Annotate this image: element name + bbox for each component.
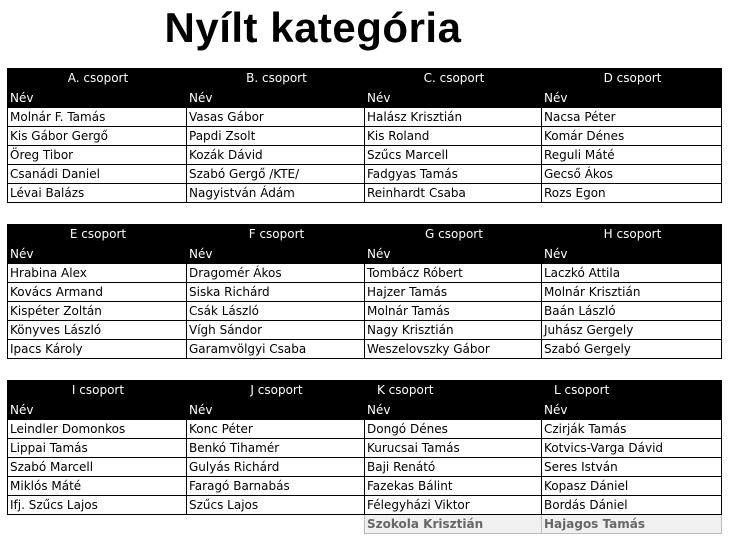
group-header: I csoport [8,381,187,401]
player-name-extra: Hajagos Tamás [542,515,722,534]
group-header: E csoport [8,225,187,245]
table-row [8,264,722,283]
player-name: Molnár Tamás [365,302,542,321]
table-row [8,146,722,165]
table-row [8,184,722,203]
player-name: Kispéter Zoltán [8,302,187,321]
player-name: Gecső Ákos [542,165,722,184]
player-name: Tombácz Róbert [365,264,542,283]
player-name: Kis Roland [365,127,542,146]
group-header: H csoport [542,225,722,245]
player-name: Molnár F. Tamás [8,108,187,127]
table-row-extra [8,515,722,534]
player-name: Vígh Sándor [187,321,365,340]
player-name: Félegyházi Viktor [365,496,542,515]
player-name: Dongó Dénes [365,420,542,439]
player-name: Szabó Gergely [542,340,722,359]
table-row [8,458,722,477]
player-name: Czirják Tamás [542,420,722,439]
player-name: Juhász Gergely [542,321,722,340]
group-header: B. csoport [187,69,365,89]
player-name: Siska Richárd [187,283,365,302]
column-label: Név [542,88,722,108]
column-label: Név [365,400,542,420]
player-name-extra: Szokola Krisztián [365,515,542,534]
empty-cell [187,515,365,534]
player-name: Öreg Tibor [8,146,187,165]
player-name: Kurucsai Tamás [365,439,542,458]
column-label: Név [8,88,187,108]
player-name: Ifj. Szűcs Lajos [8,496,187,515]
player-name: Dragomér Ákos [187,264,365,283]
table-row [8,496,722,515]
player-name: Nagy Krisztián [365,321,542,340]
player-name: Leindler Domonkos [8,420,187,439]
column-label: Név [542,400,722,420]
table-row [8,283,722,302]
player-name: Csák László [187,302,365,321]
player-name: Hajzer Tamás [365,283,542,302]
table-row [8,477,722,496]
player-name: Könyves László [8,321,187,340]
table-row [8,439,722,458]
column-label: Név [542,244,722,264]
group-table-e-h [7,224,721,359]
player-name: Laczkó Attila [542,264,722,283]
player-name: Reguli Máté [542,146,722,165]
group-header: A. csoport [8,69,187,89]
player-name: Konc Péter [187,420,365,439]
table-row [8,321,722,340]
player-name: Lévai Balázs [8,184,187,203]
player-name: Szabó Marcell [8,458,187,477]
player-name: Baán László [542,302,722,321]
page-title: Nyílt kategória [164,4,462,51]
player-name: Szűcs Lajos [187,496,365,515]
player-name: Kovács Armand [8,283,187,302]
column-label: Név [365,244,542,264]
player-name: Seres István [542,458,722,477]
player-name: Nagyistván Ádám [187,184,365,203]
player-name: Gulyás Richárd [187,458,365,477]
player-name: Weszelovszky Gábor [365,340,542,359]
column-label: Név [187,88,365,108]
group-header: G csoport [365,225,542,245]
table-row [8,165,722,184]
table-row [8,127,722,146]
column-label: Név [8,400,187,420]
table-row [8,340,722,359]
group-header: C. csoport [365,69,542,89]
column-label: Név [187,244,365,264]
player-name: Rozs Egon [542,184,722,203]
group-header: K csoport [365,381,542,401]
player-name: Reinhardt Csaba [365,184,542,203]
player-name: Miklós Máté [8,477,187,496]
player-name: Hrabina Alex [8,264,187,283]
group-table-i-l [7,380,721,534]
table-row [8,420,722,439]
player-name: Kozák Dávid [187,146,365,165]
group-header: F csoport [187,225,365,245]
player-name: Csanádi Daniel [8,165,187,184]
table-row [8,108,722,127]
player-name: Nacsa Péter [542,108,722,127]
group-header: D csoport [542,69,722,89]
player-name: Lippai Tamás [8,439,187,458]
player-name: Kotvics-Varga Dávid [542,439,722,458]
group-header: L csoport [542,381,722,401]
player-name: Benkó Tihamér [187,439,365,458]
empty-cell [8,515,187,534]
player-name: Molnár Krisztián [542,283,722,302]
player-name: Vasas Gábor [187,108,365,127]
player-name: Garamvölgyi Csaba [187,340,365,359]
player-name: Papdi Zsolt [187,127,365,146]
player-name: Ipacs Károly [8,340,187,359]
player-name: Halász Krisztián [365,108,542,127]
column-label: Név [8,244,187,264]
player-name: Komár Dénes [542,127,722,146]
player-name: Kis Gábor Gergő [8,127,187,146]
player-name: Baji Renátó [365,458,542,477]
group-table-a-d [7,68,721,203]
group-header: J csoport [187,381,365,401]
player-name: Faragó Barnabás [187,477,365,496]
player-name: Fazekas Bálint [365,477,542,496]
player-name: Fadgyas Tamás [365,165,542,184]
player-name: Bordás Dániel [542,496,722,515]
column-label: Név [187,400,365,420]
column-label: Név [365,88,542,108]
table-row [8,302,722,321]
player-name: Szabó Gergő /KTE/ [187,165,365,184]
player-name: Kopasz Dániel [542,477,722,496]
player-name: Szűcs Marcell [365,146,542,165]
